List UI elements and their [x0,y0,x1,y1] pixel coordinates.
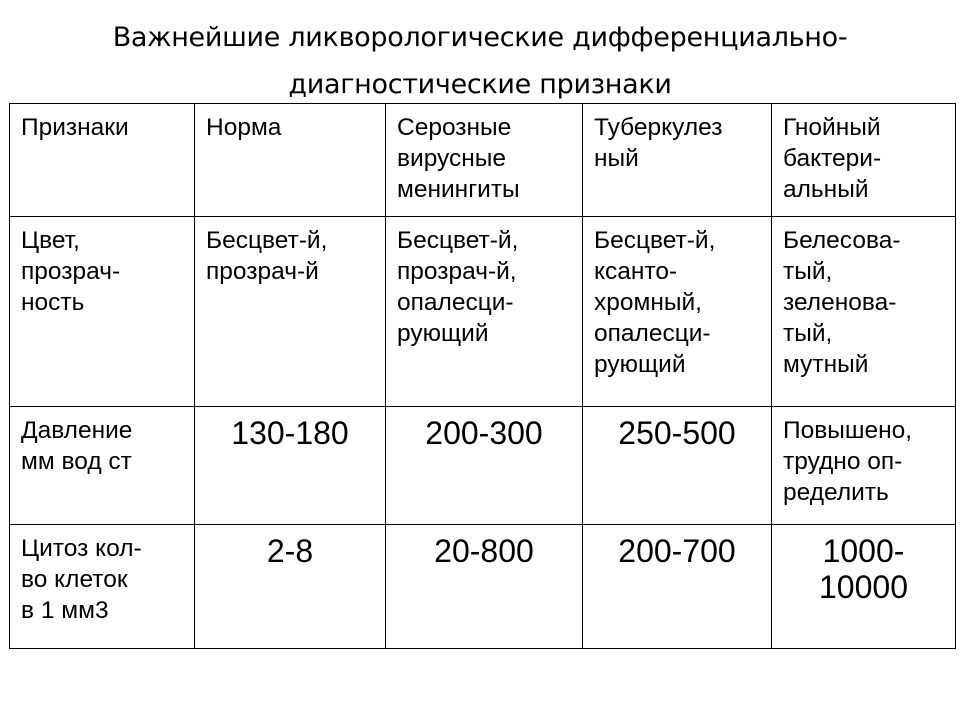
cell-text: Туберкулез [594,114,723,141]
cell-tuberculous [583,407,772,525]
cell-text: 1000- [822,533,905,569]
title-line-1: Важнейшие ликворологические дифференциально- [112,22,848,53]
cell-norm [195,407,386,525]
cell-norm [195,217,386,407]
page-title [0,14,960,108]
cell-text: прозрач-й [206,258,319,285]
cell-purulent-bacterial [772,407,956,525]
cell-text: ксанто- [594,258,678,285]
cell-norm [195,104,386,217]
cell-text: 250-500 [618,415,736,451]
cell-text: зеленова- [783,289,897,316]
cell-text: Бесцвет-й, [397,227,519,254]
cell-text: 20-800 [434,533,534,569]
cell-serous-viral [386,525,583,649]
cell-feature [10,104,195,217]
cell-text: бактери- [783,145,882,172]
cell-text: Бесцвет-й, [206,227,328,254]
row-color [10,217,956,407]
cell-text: 200-700 [618,533,736,569]
cell-text: Повышено, [783,417,913,444]
cell-serous-viral [386,407,583,525]
cell-text: Серозные [397,114,512,141]
diagnostic-table [9,103,956,649]
cell-text: прозрач-й, [397,258,517,285]
cell-feature [10,525,195,649]
cell-feature [10,217,195,407]
cell-text: тый, [783,258,833,285]
title-line-2: диагностические признаки [288,69,672,100]
cell-text: мутный [783,351,869,378]
header-row [10,104,956,217]
cell-text: 10000 [819,569,908,605]
cell-serous-viral [386,104,583,217]
cell-text: альный [783,176,869,203]
cell-text: Норма [206,114,282,141]
cell-text: опалесци- [594,320,711,347]
cell-text: Цитоз кол- [21,535,142,562]
cell-text: опалесци- [397,289,514,316]
cell-text: Белесова- [783,227,901,254]
cell-text: ность [21,289,85,316]
cell-purulent-bacterial [772,104,956,217]
cell-text: Гнойный [783,114,881,141]
cell-text: в 1 мм3 [21,597,109,624]
row-cytosis [10,525,956,649]
cell-text: ределить [783,479,889,506]
cell-text: рующий [594,351,686,378]
cell-feature [10,407,195,525]
cell-tuberculous [583,104,772,217]
cell-tuberculous [583,525,772,649]
row-pressure [10,407,956,525]
cell-text: трудно оп- [783,448,903,475]
cell-text: тый, [783,320,833,347]
cell-text: прозрач- [21,258,121,285]
cell-purulent-bacterial [772,217,956,407]
cell-text: рующий [397,320,489,347]
cell-serous-viral [386,217,583,407]
cell-text: 200-300 [425,415,543,451]
cell-text: Давление [21,417,133,444]
cell-text: Бесцвет-й, [594,227,716,254]
cell-text: вирусные [397,145,507,172]
cell-text: хромный, [594,289,702,316]
cell-text: во клеток [21,566,128,593]
cell-text: 130-180 [231,415,349,451]
cell-norm [195,525,386,649]
cell-text: ный [594,145,639,172]
cell-text: 2-8 [266,533,314,569]
cell-text: Цвет, [21,227,80,254]
cell-text: Признаки [21,114,129,141]
cell-text: менингиты [397,176,520,203]
cell-purulent-bacterial [772,525,956,649]
cell-tuberculous [583,217,772,407]
cell-text: мм вод ст [21,448,132,475]
